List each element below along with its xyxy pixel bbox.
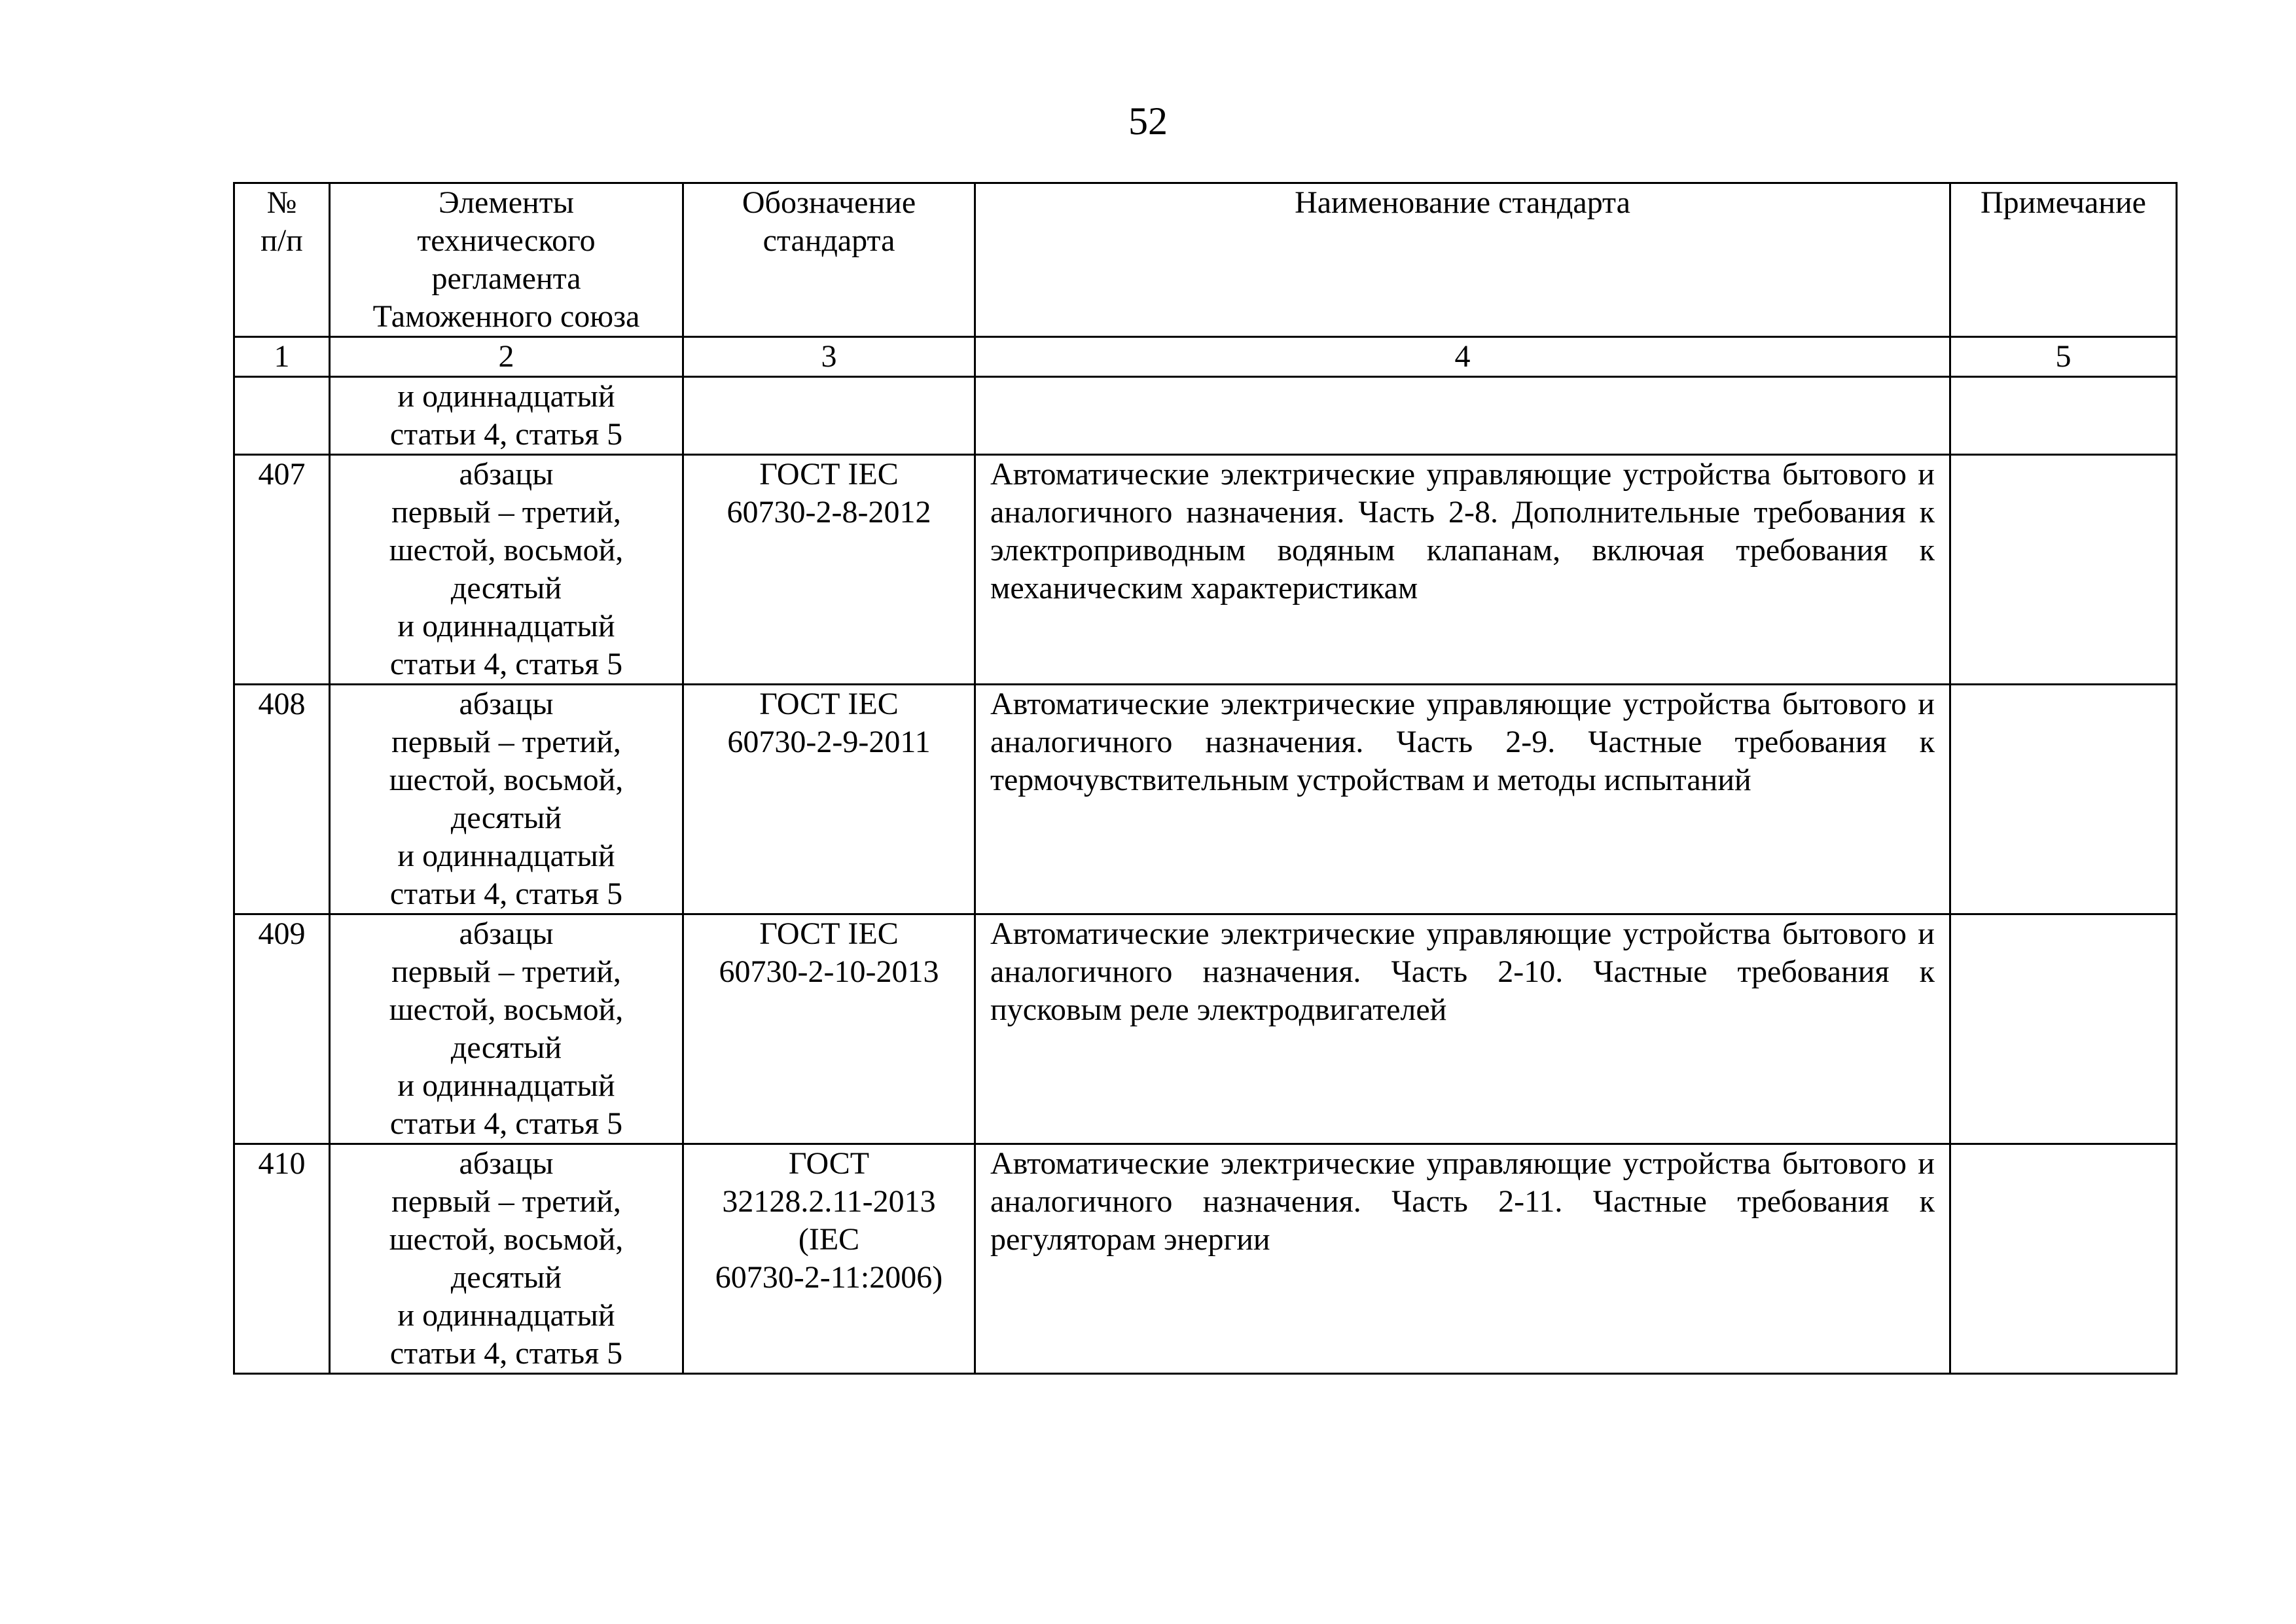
cell-note [1950, 455, 2177, 685]
table-row [234, 1144, 2177, 1374]
cell-name: Автоматические электрические управляющие устройства бытового и аналогичного назначения. Часть 2-11. Частные требования к регуляторам энергии [975, 1144, 1950, 1374]
cell-note [1950, 1144, 2177, 1374]
cell-num: 408 [234, 685, 330, 914]
column-number-row [234, 337, 2177, 377]
cell-name: Автоматические электрические управляющие устройства бытового и аналогичного назначения. Часть 2-9. Частные требования к термочувствительным устройствам и методы испытаний [975, 685, 1950, 914]
cell-num [234, 377, 330, 455]
header-num: № п/п [234, 183, 330, 337]
cell-designation: ГОСТ IEC 60730-2-9-2011 [683, 685, 975, 914]
cell-elements: абзацы первый – третий, шестой, восьмой, десятый и одиннадцатый статьи 4, статья 5 [330, 1144, 683, 1374]
cell-designation: ГОСТ IEC 60730-2-8-2012 [683, 455, 975, 685]
cell-num: 410 [234, 1144, 330, 1374]
cell-num: 407 [234, 455, 330, 685]
table-header-row [234, 183, 2177, 337]
page-number: 52 [1128, 99, 1168, 143]
cell-name: Автоматические электрические управляющие устройства бытового и аналогичного назначения. Часть 2-8. Дополнительные требования к электроприводным водяным клапанам, включая требования к механическим характеристикам [975, 455, 1950, 685]
cell-designation [683, 377, 975, 455]
cell-elements: и одиннадцатый статьи 4, статья 5 [330, 377, 683, 455]
column-number: 2 [330, 337, 683, 377]
standards-table [233, 182, 2178, 1375]
column-number: 3 [683, 337, 975, 377]
cell-elements: абзацы первый – третий, шестой, восьмой, десятый и одиннадцатый статьи 4, статья 5 [330, 455, 683, 685]
table-row-continuation [234, 377, 2177, 455]
cell-name [975, 377, 1950, 455]
header-note: Примечание [1950, 183, 2177, 337]
table-row [234, 914, 2177, 1144]
cell-name: Автоматические электрические управляющие устройства бытового и аналогичного назначения. Часть 2-10. Частные требования к пусковым реле электродвигателей [975, 914, 1950, 1144]
cell-designation: ГОСТ IEC 60730-2-10-2013 [683, 914, 975, 1144]
table-row [234, 455, 2177, 685]
header-name: Наименование стандарта [975, 183, 1950, 337]
header-designation: Обозначение стандарта [683, 183, 975, 337]
header-elements: Элементы технического регламента Таможенного союза [330, 183, 683, 337]
cell-designation: ГОСТ 32128.2.11-2013 (IEC 60730-2-11:2006) [683, 1144, 975, 1374]
cell-note [1950, 377, 2177, 455]
table-row [234, 685, 2177, 914]
cell-note [1950, 685, 2177, 914]
column-number: 4 [975, 337, 1950, 377]
column-number: 5 [1950, 337, 2177, 377]
cell-num: 409 [234, 914, 330, 1144]
cell-note [1950, 914, 2177, 1144]
cell-elements: абзацы первый – третий, шестой, восьмой, десятый и одиннадцатый статьи 4, статья 5 [330, 914, 683, 1144]
column-number: 1 [234, 337, 330, 377]
cell-elements: абзацы первый – третий, шестой, восьмой, десятый и одиннадцатый статьи 4, статья 5 [330, 685, 683, 914]
